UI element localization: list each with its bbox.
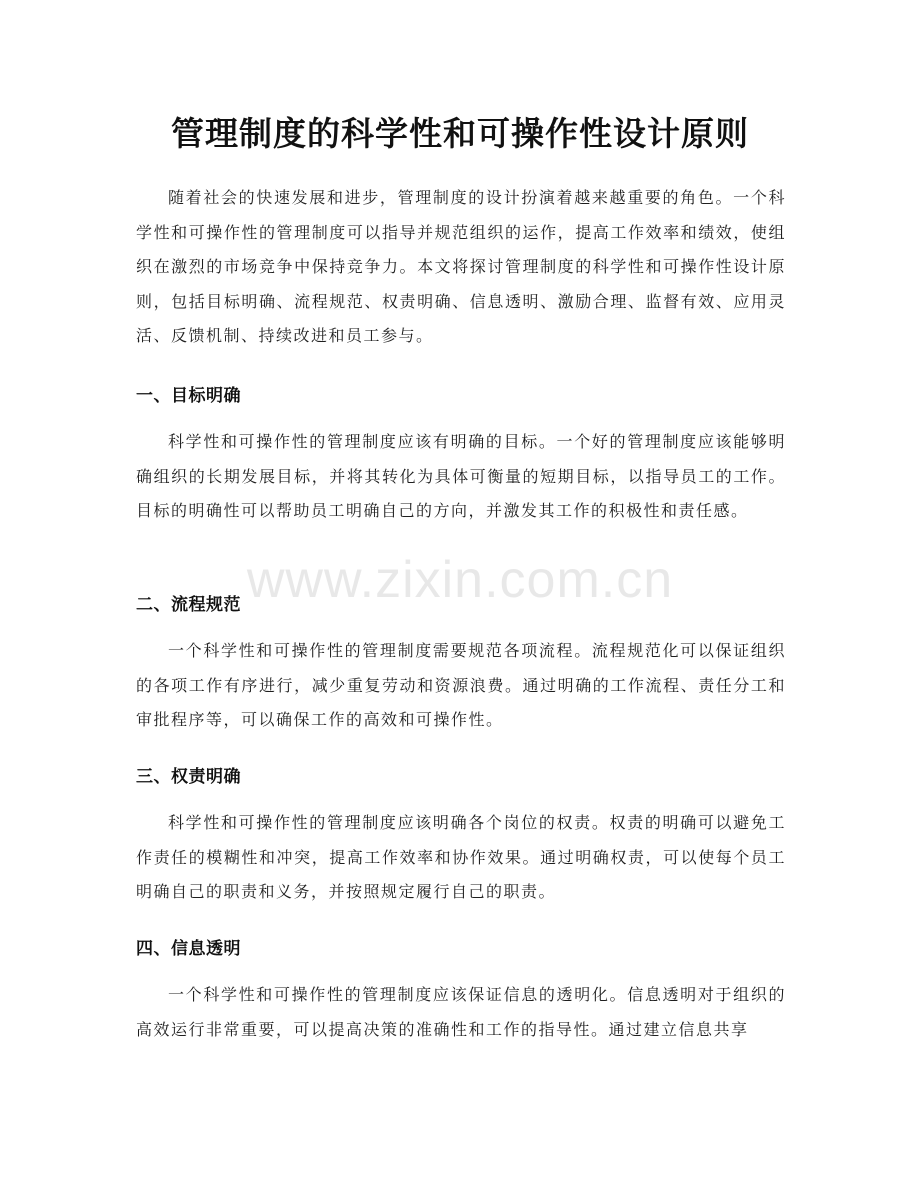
section-body-information: 一个科学性和可操作性的管理制度应该保证信息的透明化。信息透明对于组织的高效运行非常重要，可以提高决策的准确性和工作的指导性。通过建立信息共享 <box>136 985 786 1039</box>
section-heading-goals: 一、目标明确 <box>136 386 241 406</box>
watermark: www.zixin.com.cn <box>246 551 674 609</box>
section-body-process: 一个科学性和可操作性的管理制度需要规范各项流程。流程规范化可以保证组织的各项工作有序进行，减少重复劳动和资源浪费。通过明确的工作流程、责任分工和审批程序等，可以确保工作的高效和可操作性。 <box>136 641 786 729</box>
document-title: 管理制度的科学性和可操作性设计原则 <box>171 114 749 153</box>
section-heading-information: 四、信息透明 <box>136 939 241 959</box>
intro-paragraph: 随着社会的快速发展和进步，管理制度的设计扮演着越来越重要的角色。一个科学性和可操作性的管理制度可以指导并规范组织的运作，提高工作效率和绩效，使组织在激烈的市场竞争中保持竞争力。本文将探讨管理制度的科学性和可操作性设计原则，包括目标明确、流程规范、权责明确、信息透明、激励合理、监督有效、应用灵活、反馈机制、持续改进和员工参与。 <box>136 188 786 345</box>
section-heading-responsibility: 三、权责明确 <box>136 767 241 787</box>
section-heading-process: 二、流程规范 <box>136 595 241 615</box>
section-body-responsibility: 科学性和可操作性的管理制度应该明确各个岗位的权责。权责的明确可以避免工作责任的模糊性和冲突，提高工作效率和协作效果。通过明确权责，可以使每个员工明确自己的职责和义务，并按照规定履行自己的职责。 <box>136 813 786 901</box>
section-body-goals: 科学性和可操作性的管理制度应该有明确的目标。一个好的管理制度应该能够明确组织的长期发展目标，并将其转化为具体可衡量的短期目标，以指导员工的工作。目标的明确性可以帮助员工明确自己的方向，并激发其工作的积极性和责任感。 <box>136 432 786 520</box>
